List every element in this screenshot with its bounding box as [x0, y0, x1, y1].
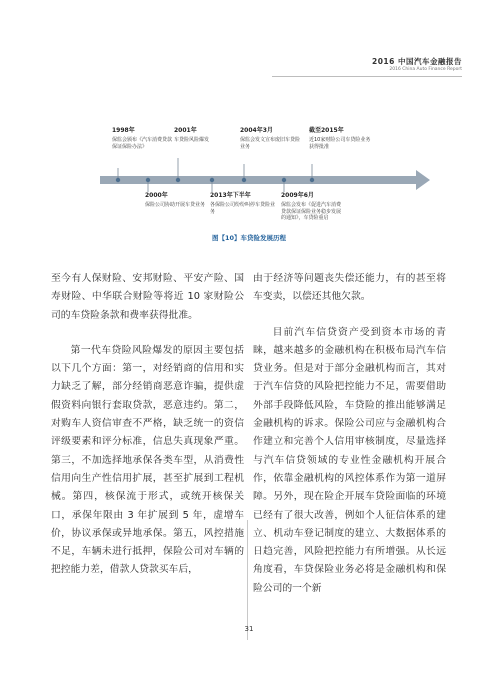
timeline-event-2001: [174, 128, 238, 144]
paragraph: 目前汽车信贷资产受到资本市场的青睐，越来越多的金融机构在积极布局汽车信贷业务。但是对于部分金融机构而言，其对于汽车信贷的风险把控能力不足，需要借助外部手段降低风险，车贷险的推出能够满足金融机构的诉求。保险公司应与金融机构合作建立和完善个人信用审核制度，尽量选择与汽车信贷领域的专业性金融机构开展合作，依靠金融机构的风控体系作为第一道屏障。另外，现在险企开展车贷险面临的环境已经有了很大改善，例如个人征信体系的建立、机动车登记制度的建立、大数据体系的日趋完善，风险把控能力有所增强。从长远角度看，车贷保险业务必将是金融机构和保险公司的一个新: [253, 326, 446, 594]
timeline-dot-2001: [176, 178, 180, 182]
paragraph: 第一代车贷险风险爆发的原因主要包括以下几个方面：第一，对经销商的信用和实力缺乏了解，部分经销商恶意诈骗，提供虚假资料向银行套取贷款，恶意违约。第二，对购车人资信审查不严格，缺乏统一的资信评级要素和评分标准，信息失真现象严重。第三，不加选择地承保各类车型，从消费性信用向生产性信用扩展，甚至扩展到工程机械。第四，核保流于形式，或统开核保关口，承保年限由 3 年扩展到 5 年，虚增车价，协议承保或异地承保。第五，风控措施不足，车辆未进行抵押，保险公司对车辆的把控能力差，借款人贷款买车后，: [51, 344, 244, 576]
event-description: 保监会颁布《汽车消费贷款保证保险办法》: [112, 136, 173, 150]
timeline-event-2009: [281, 193, 343, 222]
figure-caption: 图【10】车贷险发展历程: [211, 234, 287, 242]
event-description: 各保险公司纷纷叫停车贷险业务: [210, 201, 276, 215]
event-description: 保监会发布《促进汽车消费贷款保证保险业务稳步发展的通知》，车贷险重启: [281, 201, 342, 222]
timeline-event-2000: [145, 193, 209, 209]
timeline-dot-2009: [282, 178, 286, 182]
event-date: 1998年: [112, 127, 135, 134]
event-date: 2000年: [145, 192, 168, 199]
timeline-dot-2004: [242, 178, 246, 182]
paragraph: 由于经济等问题丧失偿还能力，有的甚至将车变卖，以偿还其他欠款。: [253, 273, 446, 303]
timeline-event-2004: [240, 128, 304, 150]
event-description: 保监会发文宣布废旧车贷险业务: [240, 136, 301, 150]
event-date: 2013年下半年: [210, 192, 251, 199]
timeline-event-2013: [210, 193, 276, 215]
timeline-dot-2013: [210, 178, 214, 182]
timeline-figure: [0, 0, 498, 260]
event-date: 截至2015年: [309, 127, 344, 134]
report-subtitle: 2016 China Auto Finance Report: [389, 67, 462, 72]
event-date: 2001年: [174, 127, 197, 134]
timeline-event-1998: [112, 128, 174, 150]
paragraph: 至今有人保财险、安邦财险、平安产险、国寿财险、中华联合财险等将近 10 家财险公司的车贷险条款和费率获得批准。: [51, 273, 244, 321]
event-description: 近10家财险公司车贷险业务获得批准: [309, 136, 371, 150]
event-date: 2004年3月: [240, 127, 273, 134]
event-date: 2009年6月: [281, 192, 314, 199]
column-divider: [247, 520, 248, 640]
body-column-left: [51, 270, 244, 580]
report-title: 2016 中国汽车金融报告: [372, 57, 462, 66]
body-column-right: [253, 270, 446, 598]
event-description: 保险公司协助开展车贷业务: [145, 201, 206, 208]
timeline-dot-2000: [146, 178, 150, 182]
event-description: 车贷险风险爆发: [174, 136, 210, 143]
timeline-dot-2015: [310, 178, 314, 182]
timeline-dot-1998: [116, 178, 120, 182]
timeline-event-2015: [309, 128, 371, 150]
page-number: 31: [244, 625, 254, 633]
